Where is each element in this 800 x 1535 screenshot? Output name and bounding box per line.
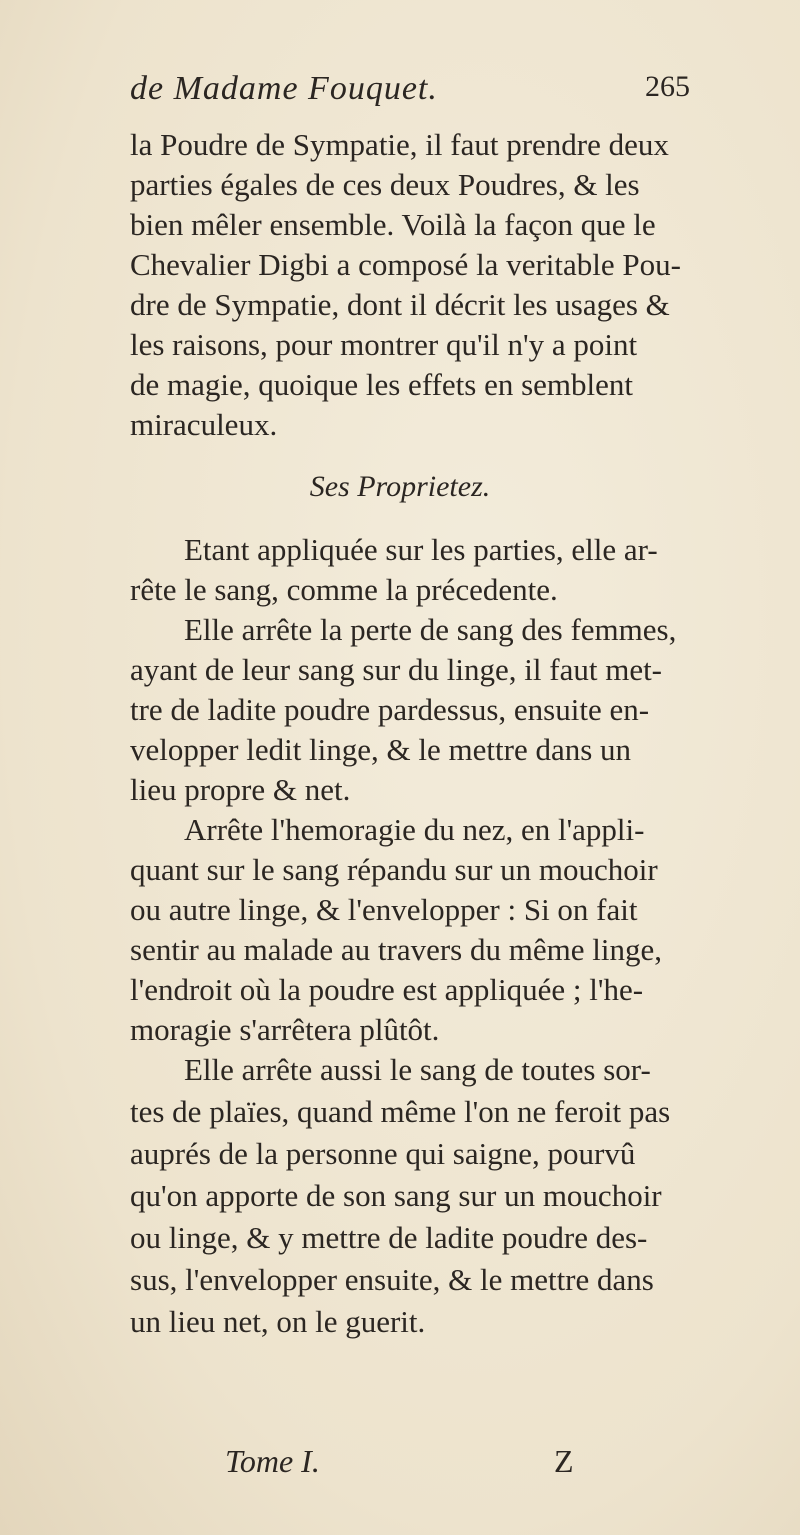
text-line: quant sur le sang répandu sur un mouchoir bbox=[130, 852, 658, 887]
text-line: rête le sang, comme la précedente. bbox=[130, 572, 558, 607]
text-line: sentir au malade au travers du même linge, bbox=[130, 932, 662, 967]
text-line: moragie s'arrêtera plûtôt. bbox=[130, 1012, 440, 1047]
text-line: de magie, quoique les effets en semblent bbox=[130, 367, 634, 402]
text-line: Chevalier Digbi a composé la veritable Pou- bbox=[130, 247, 681, 282]
text-line: Etant appliquée sur les parties, elle ar- bbox=[184, 532, 658, 567]
section-heading: Ses Proprietez. bbox=[309, 470, 491, 503]
page-header bbox=[130, 70, 690, 116]
text-line: Elle arrête aussi le sang de toutes sor- bbox=[184, 1052, 651, 1087]
text-line: qu'on apporte de son sang sur un mouchoir bbox=[130, 1178, 662, 1213]
text-line: auprés de la personne qui saigne, pourvû bbox=[130, 1136, 636, 1171]
running-head: de Madame Fouquet. bbox=[130, 70, 438, 107]
text-line: tes de plaïes, quand même l'on ne feroit pas bbox=[130, 1094, 671, 1129]
text-line: la Poudre de Sympatie, il faut prendre deux bbox=[130, 127, 669, 162]
text-line: lieu propre & net. bbox=[130, 772, 351, 807]
text-line: parties égales de ces deux Poudres, & les bbox=[130, 167, 640, 202]
text-line: tre de ladite poudre pardessus, ensuite en- bbox=[130, 692, 650, 727]
text-line: miraculeux. bbox=[130, 407, 278, 442]
text-line: bien mêler ensemble. Voilà la façon que le bbox=[130, 207, 656, 242]
text-line: les raisons, pour montrer qu'il n'y a point bbox=[130, 327, 638, 362]
text-line: Elle arrête la perte de sang des femmes, bbox=[184, 612, 677, 647]
text-line: un lieu net, on le guerit. bbox=[130, 1304, 426, 1339]
text-line: Arrête l'hemoragie du nez, en l'appli- bbox=[184, 812, 645, 847]
text-line: velopper ledit linge, & le mettre dans un bbox=[130, 732, 632, 767]
signature-mark: Tome I. bbox=[225, 1443, 320, 1479]
text-line: ou linge, & y mettre de ladite poudre des- bbox=[130, 1220, 648, 1255]
text-line: ayant de leur sang sur du linge, il faut met- bbox=[130, 652, 663, 687]
text-line: l'endroit où la poudre est appliquée ; l'he- bbox=[130, 972, 644, 1007]
page-number: 265 bbox=[645, 70, 690, 103]
text-line: dre de Sympatie, dont il décrit les usages & bbox=[130, 287, 670, 322]
gathering-letter: Z bbox=[554, 1443, 574, 1479]
text-line: sus, l'envelopper ensuite, & le mettre dans bbox=[130, 1262, 654, 1297]
text-line: ou autre linge, & l'envelopper : Si on fait bbox=[130, 892, 638, 927]
